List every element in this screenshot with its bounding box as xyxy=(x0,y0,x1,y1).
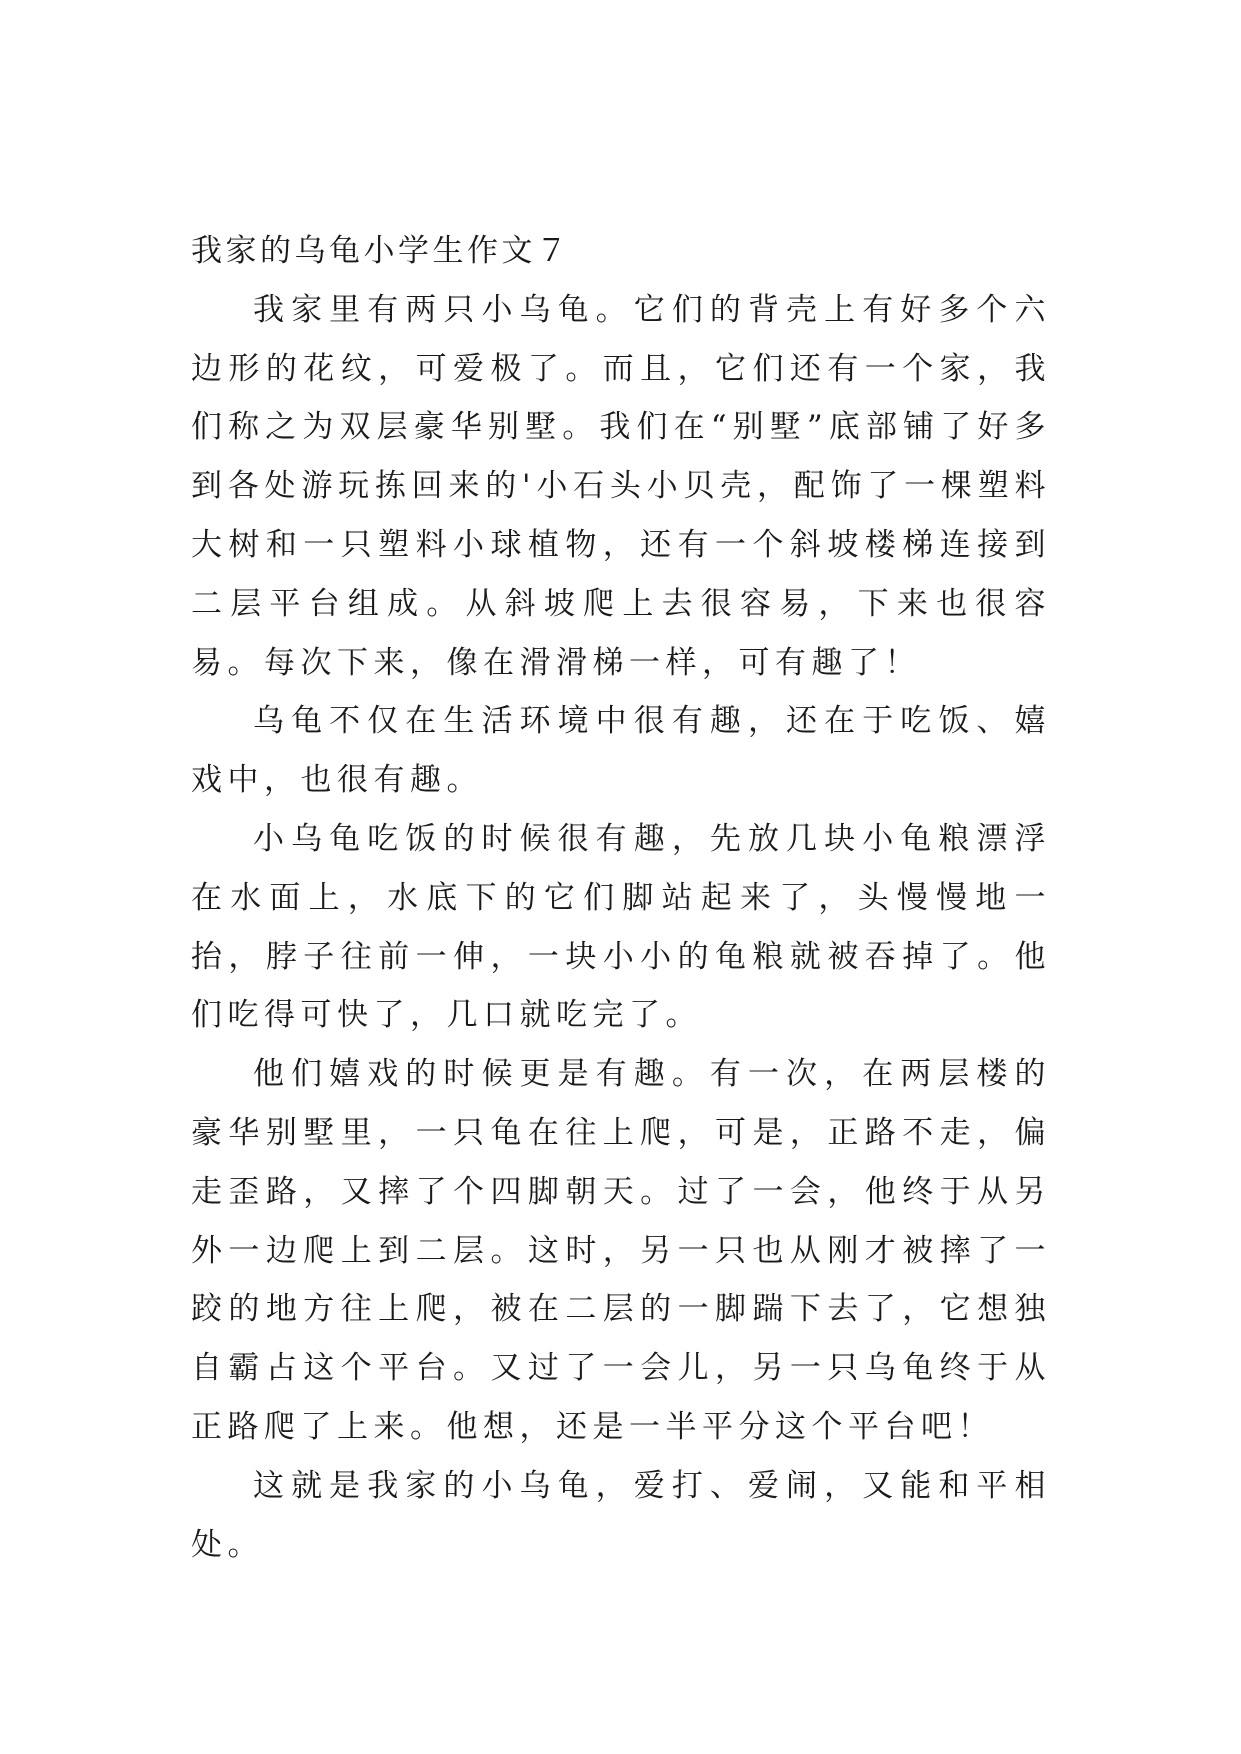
document-content xyxy=(191,222,1051,1574)
document-title: 我家的乌龟小学生作文７ xyxy=(191,233,571,269)
paragraph-4: 他们嬉戏的时候更是有趣。有一次，在两层楼的豪华别墅里，一只龟在往上爬，可是，正路不走，偏走歪路，又摔了个四脚朝天。过了一会，他终于从另外一边爬上到二层。这时，另一只也从刚才被摔了一跤的地方往上爬，被在二层的一脚踹下去了，它想独自霸占这个平台。又过了一会儿，另一只乌龟终于从正路爬了上来。他想，还是一半平分这个平台吧！ xyxy=(191,1056,1051,1445)
paragraph-3: 小乌龟吃饭的时候很有趣，先放几块小龟粮漂浮在水面上，水底下的它们脚站起来了，头慢慢地一抬，脖子往前一伸，一块小小的龟粮就被吞掉了。他们吃得可快了，几口就吃完了。 xyxy=(191,820,1051,1034)
paragraph-5: 这就是我家的小乌龟，爱打、爱闹，又能和平相处。 xyxy=(191,1467,1051,1563)
paragraph-2: 乌龟不仅在生活环境中很有趣，还在于吃饭、嬉戏中，也很有趣。 xyxy=(191,703,1051,799)
paragraph-1: 我家里有两只小乌龟。它们的背壳上有好多个六边形的花纹，可爱极了。而且，它们还有一个家，我们称之为双层豪华别墅。我们在“别墅”底部铺了好多到各处游玩拣回来的'小石头小贝壳，配饰了一棵塑料大树和一只塑料小球植物，还有一个斜坡楼梯连接到二层平台组成。从斜坡爬上去很容易，下来也很容易。每次下来，像在滑滑梯一样，可有趣了！ xyxy=(191,291,1051,681)
